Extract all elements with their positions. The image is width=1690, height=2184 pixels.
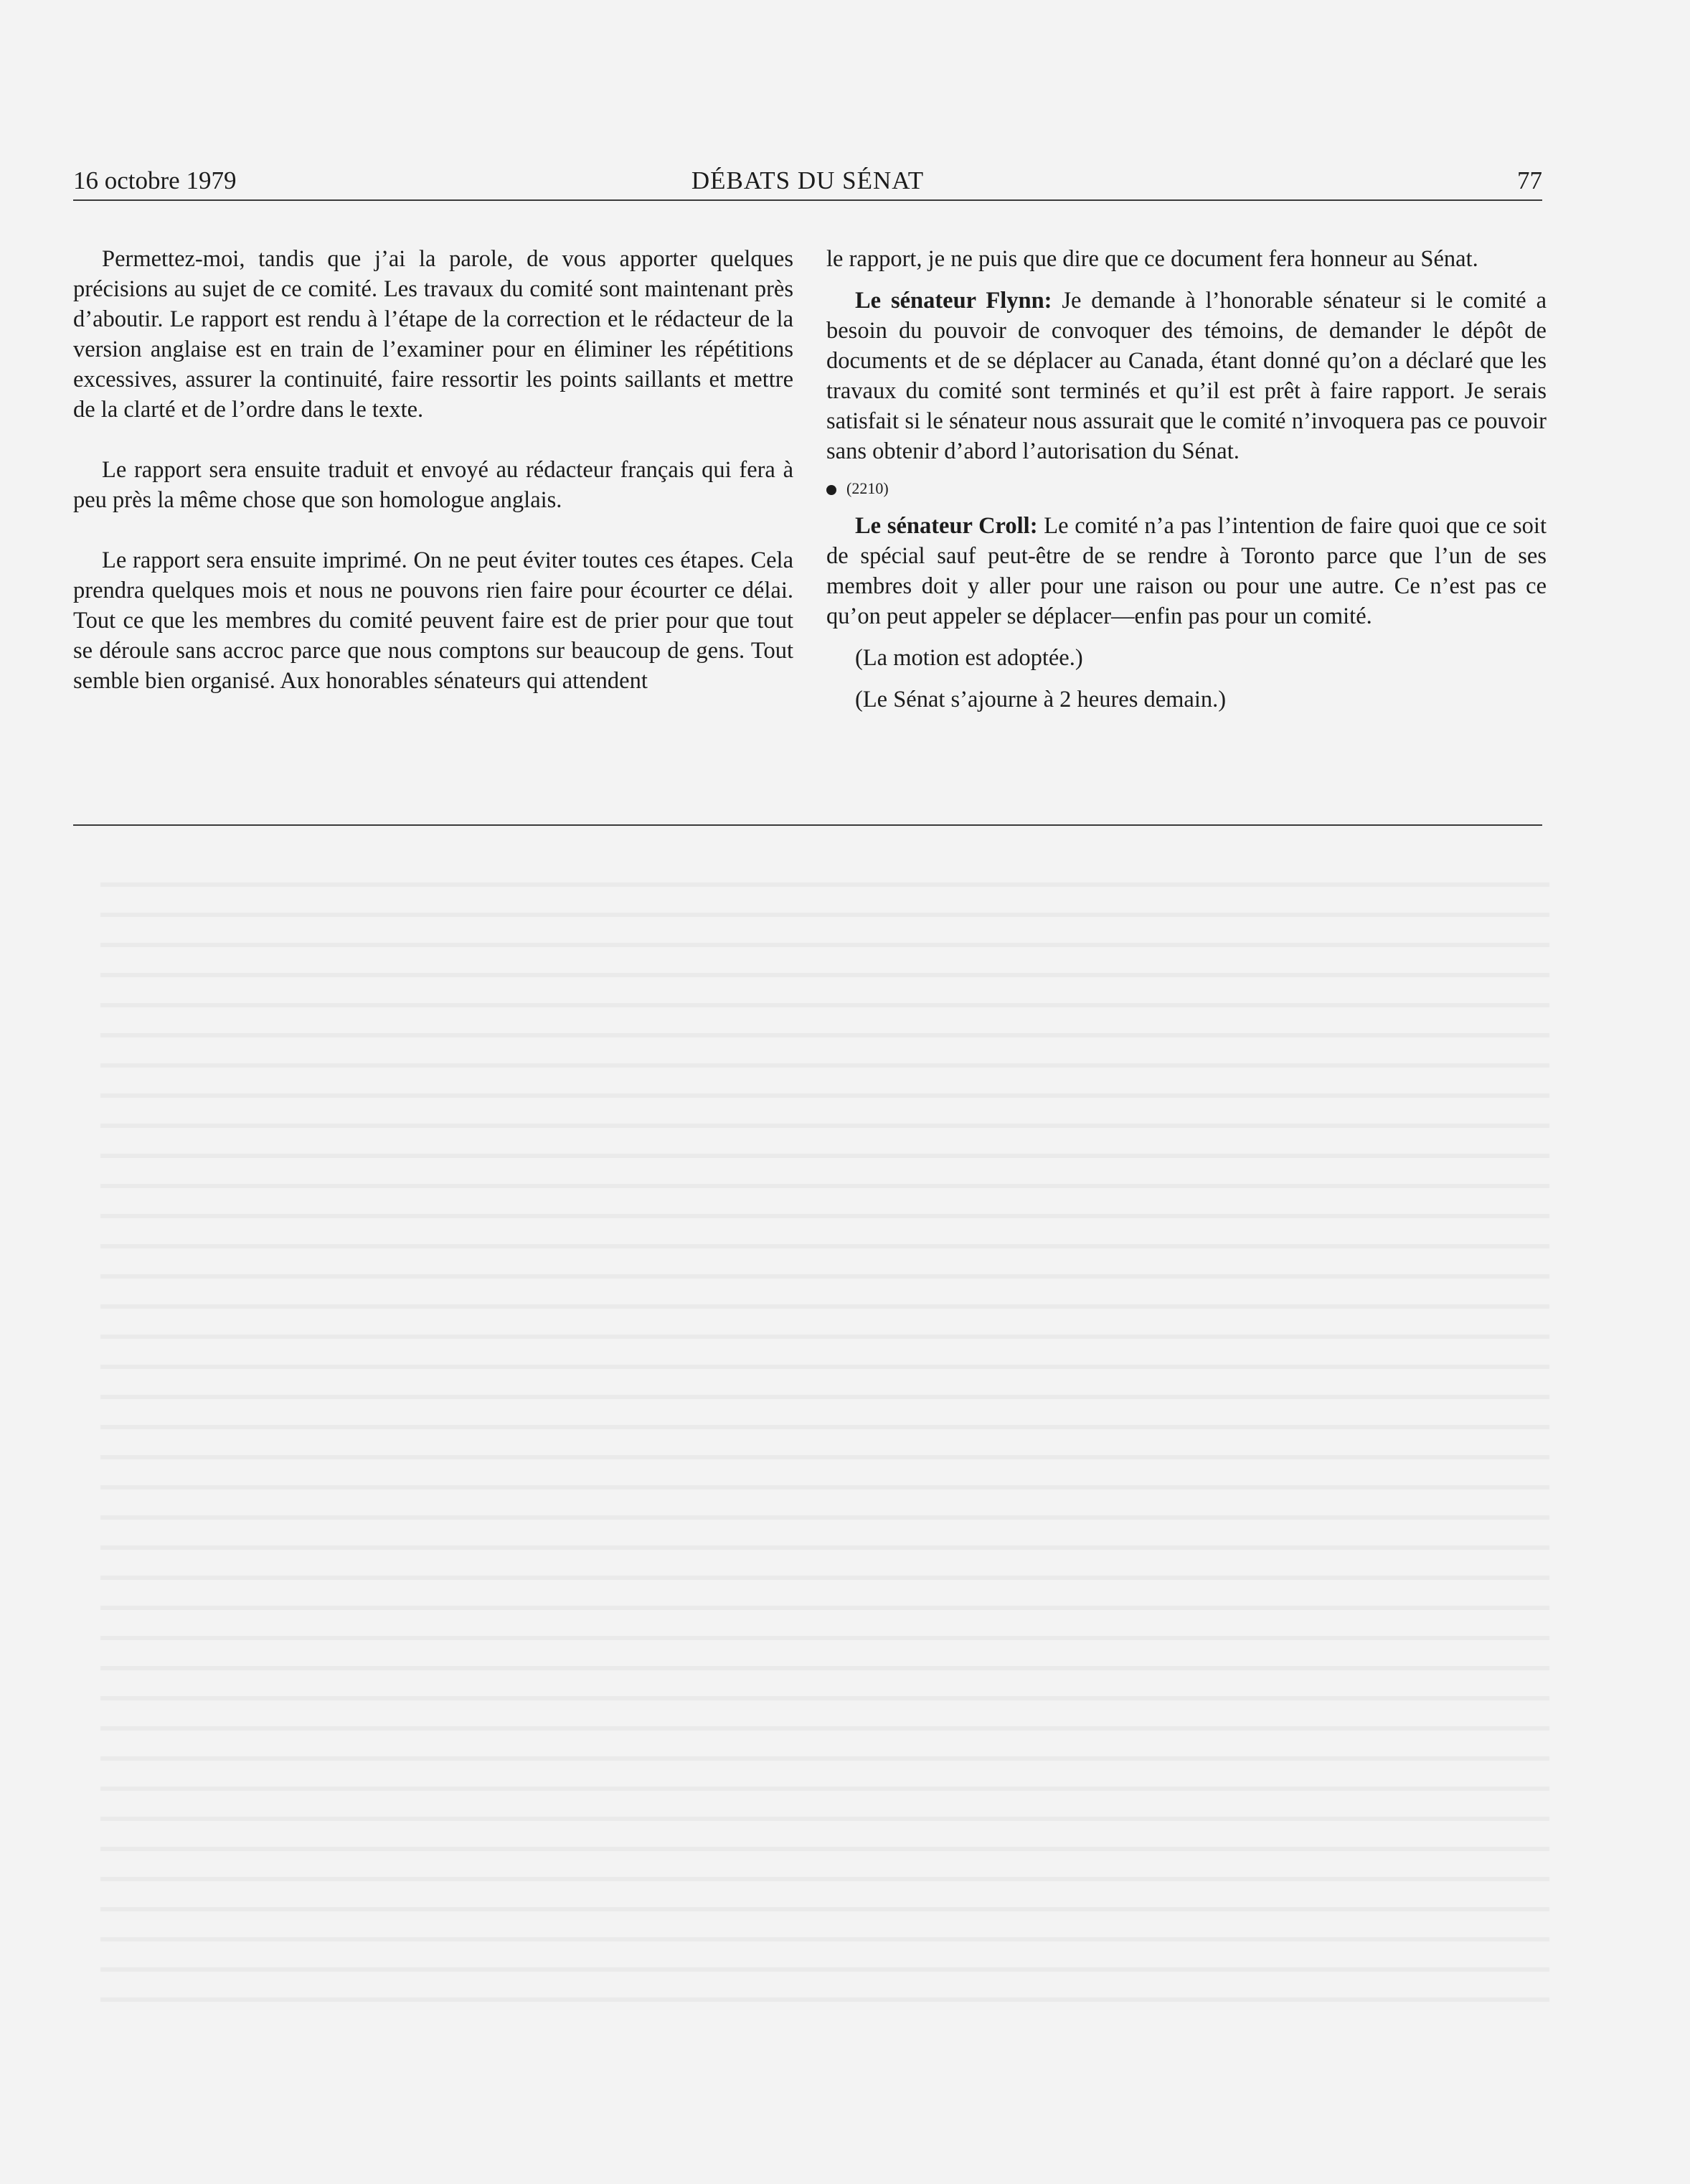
speech-flynn (826, 286, 1547, 466)
speaker-name: Le sénateur Flynn: (855, 288, 1052, 314)
bleed-through-texture (100, 861, 1549, 2009)
speech-text: Je demande à l’honorable sénateur si le comité a besoin du pouvoir de convoquer des témoins, de demander le dépôt de documents et de se déplacer au Canada, étant donné qu’on a déclaré que les travaux du comité sont terminés et qu’il est prêt à faire rapport. Je serais satisfait si le sénateur nous assurait que le comité n’invoquera pas ce pouvoir sans obtenir d’abord l’autorisation du Sénat. (826, 288, 1547, 464)
paragraph: Permettez-moi, tandis que j’ai la parole, de vous apporter quelques précisions au sujet de ce comité. Les travaux du comité sont maintenant près d’aboutir. Le rapport est rendu à l’étape de la correction et le rédacteur de la version anglaise est en train de l’examiner pour en éliminer les répétitions excessives, assurer la continuité, faire ressortir les points saillants et mettre de la clarté et de l’ordre dans le texte. (73, 246, 793, 423)
header-date: 16 octobre 1979 (73, 166, 237, 194)
header-title: DÉBATS DU SÉNAT (691, 166, 925, 194)
bullet-dot-icon (826, 485, 836, 495)
time-marker-text: (2210) (846, 479, 889, 497)
left-column (73, 244, 793, 696)
right-column (826, 244, 1547, 715)
paragraph: Le rapport sera ensuite traduit et envoyé au rédacteur français qui fera à peu près la même chose que son homologue anglais. (73, 457, 793, 513)
section-end-rule (73, 824, 1542, 826)
speech-croll (826, 511, 1547, 631)
paragraph-continuation: le rapport, je ne puis que dire que ce document fera honneur au Sénat. (826, 246, 1478, 272)
page-header (73, 162, 1542, 199)
speech-text: Le comité n’a pas l’intention de faire quoi que ce soit de spécial sauf peut-être de se rendre à Toronto parce que l’un de ses membres doit y aller pour une raison ou pour une autre. Ce n’est pas ce qu’on peut appeler se déplacer—enfin pas pour un comité. (826, 513, 1547, 629)
time-marker (826, 478, 1547, 499)
stage-direction: (La motion est adoptée.) (855, 645, 1083, 671)
speaker-name: Le sénateur Croll: (855, 513, 1038, 539)
page-number: 77 (1517, 166, 1542, 194)
paragraph: Le rapport sera ensuite imprimé. On ne peut éviter toutes ces étapes. Cela prendra quelques mois et nous ne pouvons rien faire pour écourter ce délai. Tout ce que les membres du comité peuvent faire est de prier pour que tout se déroule sans accroc parce que nous comptons sur beaucoup de gens. Tout semble bien organisé. Aux honorables sénateurs qui attendent (73, 547, 793, 694)
stage-direction: (Le Sénat s’ajourne à 2 heures demain.) (855, 687, 1227, 712)
header-rule (73, 199, 1542, 201)
